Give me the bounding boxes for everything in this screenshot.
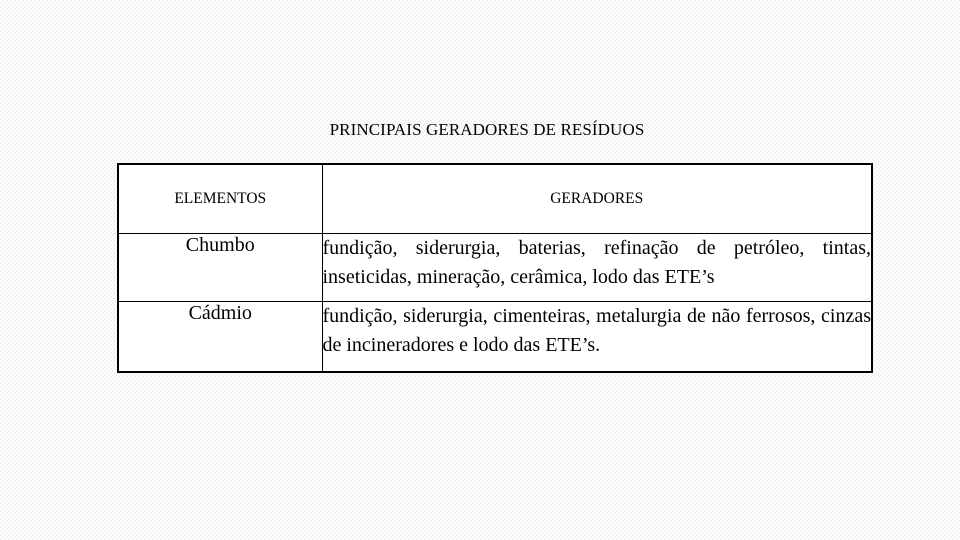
page-title: PRINCIPAIS GERADORES DE RESÍDUOS bbox=[329, 120, 645, 139]
header-elementos: ELEMENTOS bbox=[118, 164, 322, 234]
waste-generators-table bbox=[117, 163, 873, 373]
table-row bbox=[118, 301, 872, 372]
element-cell: Chumbo bbox=[118, 234, 322, 302]
table-header-row bbox=[118, 164, 872, 234]
generators-cell: fundição, siderurgia, cimenteiras, metalurgia de não ferrosos, cinzas de incineradores e lodo das ETE’s. bbox=[322, 301, 872, 372]
generators-cell: fundição, siderurgia, baterias, refinação de petróleo, tintas, inseticidas, mineração, cerâmica, lodo das ETE’s bbox=[322, 234, 872, 302]
header-geradores: GERADORES bbox=[322, 164, 872, 234]
element-cell: Cádmio bbox=[118, 301, 322, 372]
table-row bbox=[118, 234, 872, 302]
